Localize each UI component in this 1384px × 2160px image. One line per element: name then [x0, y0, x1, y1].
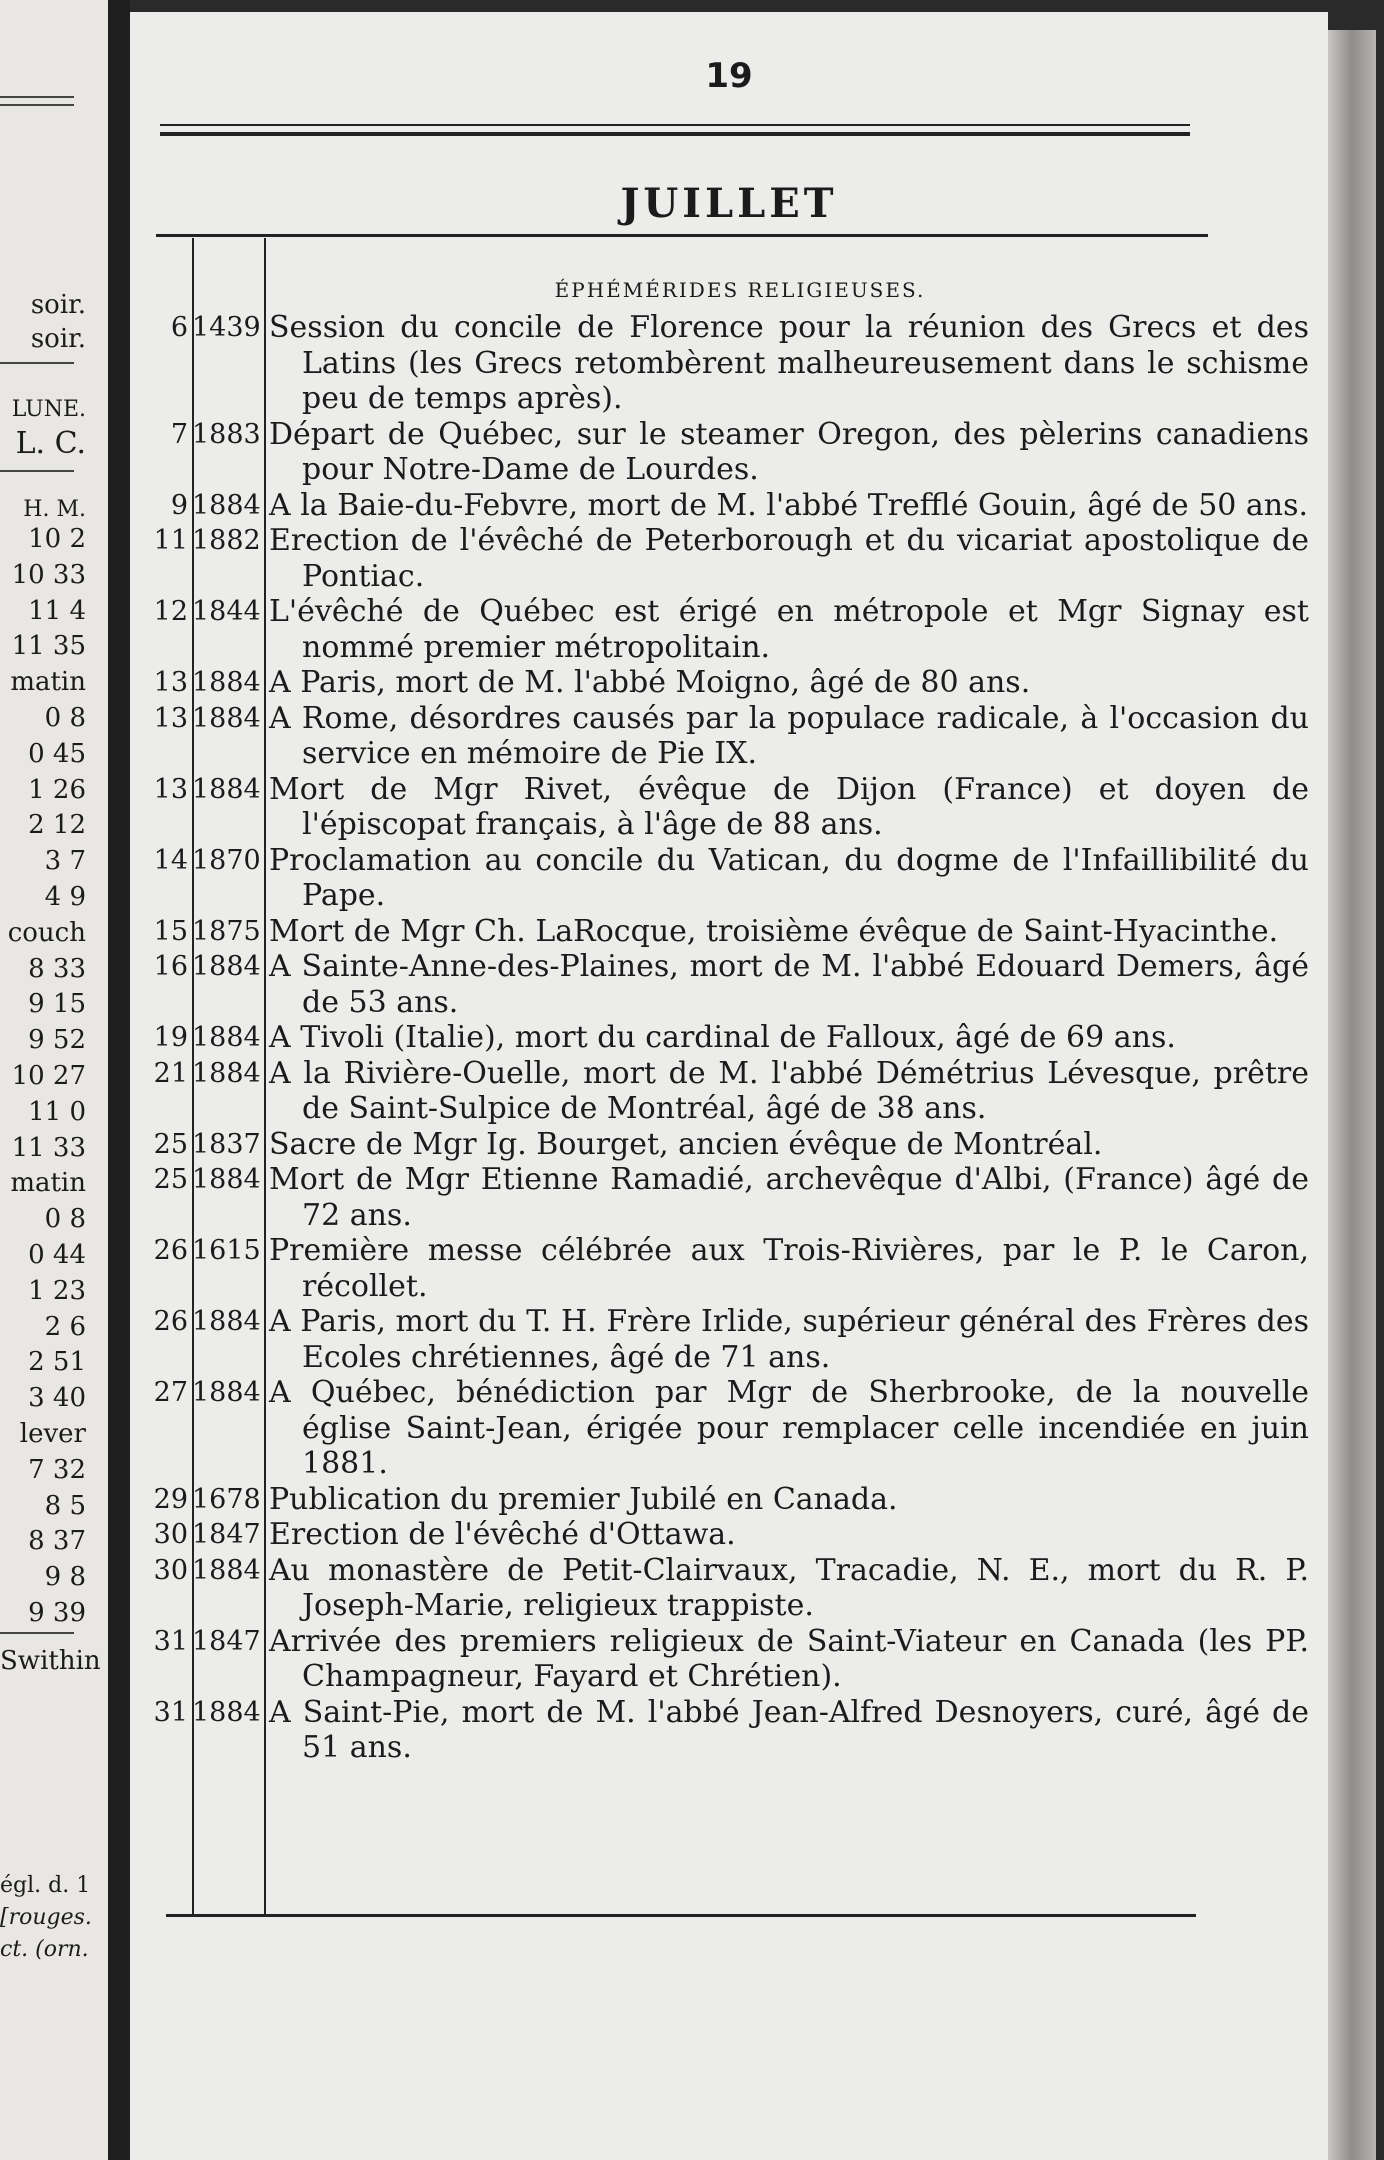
- entry-day: 6: [170, 312, 188, 343]
- moon-time: 9 52: [28, 1025, 86, 1056]
- ephemeris-entry: [130, 1304, 1328, 1375]
- ephemeris-entry: [130, 1482, 1328, 1518]
- moon-time: 10 2: [28, 524, 86, 554]
- moon-time: 8 33: [28, 953, 86, 984]
- entry-day: 30: [153, 1519, 188, 1550]
- entry-text: Départ de Québec, sur le steamer Oregon, des pèlerins canadiens pour Notre-Dame de Lourdes.: [269, 416, 1309, 487]
- entry-year: 1847: [192, 1625, 261, 1657]
- ephemeris-entry: [130, 843, 1328, 914]
- ephemeris-entry: [130, 1553, 1328, 1624]
- entry-text: A Québec, bénédiction par Mgr de Sherbrooke, de la nouvelle église Saint-Jean, érigée pour remplacer celle incendiée en juin 1881.: [269, 1375, 1309, 1481]
- month-title: JUILLET: [620, 180, 838, 227]
- left-footer-word: Swithin: [0, 1646, 101, 1676]
- entry-year: 1884: [192, 1306, 261, 1337]
- section-rule: [156, 234, 1208, 237]
- left-note: égl. d. 1: [0, 1873, 91, 1898]
- book-gutter: [108, 0, 130, 2160]
- moon-time: 7 32: [28, 1454, 86, 1485]
- left-header-line: soir.: [30, 290, 86, 320]
- entry-day: 30: [153, 1554, 188, 1586]
- entry-year: 1884: [192, 1164, 261, 1195]
- entry-text: A Sainte-Anne-des-Plaines, mort de M. l'abbé Edouard Demers, âgé de 53 ans.: [269, 949, 1309, 1020]
- left-rule: [0, 104, 74, 106]
- ephemeris-entry: [130, 914, 1328, 950]
- ephemeris-entry: [130, 665, 1328, 701]
- ephemeris-entry: [130, 1056, 1328, 1127]
- entry-year: 1884: [192, 951, 261, 982]
- left-rule: [0, 470, 74, 472]
- ephemeris-entry: [130, 488, 1328, 524]
- entry-day: 31: [153, 1625, 188, 1657]
- entry-year: 1847: [192, 1519, 261, 1550]
- entry-text: A Tivoli (Italie), mort du cardinal de Falloux, âgé de 69 ans.: [269, 1020, 1176, 1055]
- entry-day: 7: [170, 418, 188, 450]
- time-column-header: H. M.: [23, 497, 86, 522]
- ephemeris-entry: [130, 417, 1328, 488]
- entry-day: 9: [170, 489, 188, 521]
- entry-day: 14: [153, 844, 188, 876]
- ephemeris-entry: [130, 1624, 1328, 1695]
- moon-time: 0 8: [44, 703, 86, 733]
- entry-text: A la Baie-du-Febvre, mort de M. l'abbé Trefflé Gouin, âgé de 50 ans.: [269, 487, 1309, 523]
- entry-year: 1870: [192, 844, 261, 876]
- left-note: ct. (orn.: [0, 1937, 89, 1962]
- entry-day: 15: [153, 915, 188, 947]
- moon-time: 11 4: [28, 595, 86, 626]
- entry-day: 21: [153, 1057, 188, 1089]
- entry-day: 11: [153, 525, 188, 556]
- section-title: ÉPHÉMÉRIDES RELIGIEUSES.: [554, 278, 926, 302]
- ephemeris-entry: [130, 1233, 1328, 1304]
- left-header-line: soir.: [30, 324, 86, 354]
- moon-time: 2 51: [28, 1347, 86, 1378]
- moon-time: 8 37: [28, 1526, 86, 1557]
- moon-time: lever: [19, 1419, 86, 1449]
- moon-time: 8 5: [44, 1490, 86, 1521]
- entry-text: Erection de l'évêché de Peterborough et du vicariat apostolique de Pontiac.: [269, 523, 1309, 594]
- entry-text: Arrivée des premiers religieux de Saint-Viateur en Canada (les PP. Champagneur, Fayard et Chrétien).: [269, 1623, 1309, 1694]
- ephemeris-entry: [130, 1695, 1328, 1766]
- entry-year: 1884: [192, 773, 261, 805]
- entry-day: 16: [153, 951, 188, 982]
- entry-day: 25: [153, 1128, 188, 1160]
- entry-year: 1883: [192, 418, 261, 450]
- moon-time: couch: [7, 917, 86, 948]
- moon-time: 11 33: [11, 1132, 86, 1163]
- entry-year: 1884: [192, 1022, 261, 1053]
- moon-header: LUNE.: [11, 397, 86, 422]
- top-rule: [160, 124, 1190, 126]
- ephemeris-entry: [130, 1020, 1328, 1056]
- left-note: [rouges.: [0, 1905, 92, 1930]
- entry-day: 31: [153, 1696, 188, 1728]
- ephemeris-entry: [130, 772, 1328, 843]
- top-rule: [160, 132, 1190, 136]
- entry-text: Mort de Mgr Ch. LaRocque, troisième évêque de Saint-Hyacinthe.: [269, 913, 1279, 949]
- left-rule: [0, 1632, 74, 1634]
- left-rule: [0, 96, 74, 98]
- moon-subheader: L. C.: [15, 426, 86, 461]
- ephemeris-entry: [130, 1127, 1328, 1163]
- moon-time: 4 9: [44, 882, 86, 912]
- moon-time: 0 44: [28, 1240, 86, 1270]
- entry-text: Première messe célébrée aux Trois-Rivières, par le P. le Caron, récollet.: [269, 1233, 1309, 1304]
- entry-year: 1882: [192, 525, 261, 556]
- entry-day: 25: [153, 1164, 188, 1195]
- entry-text: A Saint-Pie, mort de M. l'abbé Jean-Alfred Desnoyers, curé, âgé de 51 ans.: [269, 1694, 1309, 1765]
- entry-text: A la Rivière-Ouelle, mort de M. l'abbé Démétrius Lévesque, prêtre de Saint-Sulpice de Montréal, âgé de 38 ans.: [269, 1055, 1309, 1126]
- entry-day: 19: [153, 1022, 188, 1053]
- entry-year: 1439: [192, 312, 261, 343]
- ephemeris-entry: [130, 1162, 1328, 1233]
- page-edge: [1328, 30, 1376, 2160]
- ephemeris-entry: [130, 949, 1328, 1020]
- moon-time: 9 39: [28, 1598, 86, 1628]
- entry-day: 13: [153, 702, 188, 734]
- moon-time: 1 23: [28, 1275, 86, 1306]
- ephemeris-entry: [130, 523, 1328, 594]
- moon-time: matin: [10, 1168, 86, 1199]
- entry-day: 13: [153, 667, 188, 698]
- entry-text: Au monastère de Petit-Clairvaux, Tracadie, N. E., mort du R. P. Joseph-Marie, religieux trappiste.: [269, 1552, 1309, 1623]
- moon-time: 0 8: [44, 1204, 86, 1235]
- page-number: 19: [705, 56, 753, 96]
- entry-text: Proclamation au concile du Vatican, du dogme de l'Infaillibilité du Pape.: [269, 842, 1309, 913]
- ephemeris-entry: [130, 1375, 1328, 1482]
- entry-year: 1615: [192, 1235, 261, 1266]
- moon-time: 10 27: [11, 1061, 86, 1091]
- entry-year: 1884: [192, 667, 261, 698]
- moon-time: 2 12: [28, 810, 86, 841]
- entry-text: A Rome, désordres causés par la populace radicale, à l'occasion du service en mémoire de Pie IX.: [269, 700, 1309, 771]
- entry-text: Publication du premier Jubilé en Canada.: [269, 1481, 898, 1517]
- entry-year: 1875: [192, 915, 261, 947]
- moon-time: 9 8: [44, 1562, 86, 1593]
- entry-day: 26: [153, 1235, 188, 1266]
- ephemeris-entry: [130, 594, 1328, 665]
- entry-year: 1884: [192, 1554, 261, 1586]
- left-rule: [0, 362, 74, 364]
- main-page: [130, 12, 1328, 2160]
- entry-day: 29: [153, 1483, 188, 1515]
- entry-day: 12: [153, 596, 188, 627]
- entry-text: A Paris, mort du T. H. Frère Irlide, supérieur général des Frères des Ecoles chrétiennes, âgé de 71 ans.: [269, 1304, 1309, 1375]
- entry-year: 1884: [192, 1696, 261, 1728]
- entry-day: 13: [153, 773, 188, 805]
- entry-year: 1884: [192, 702, 261, 734]
- moon-time: 11 35: [11, 631, 86, 662]
- entry-text: Session du concile de Florence pour la réunion des Grecs et des Latins (les Grecs retombèrent malheureusement dans le schisme peu de temps après).: [269, 310, 1309, 416]
- entry-year: 1884: [192, 489, 261, 521]
- moon-time: 3 40: [28, 1383, 86, 1414]
- moon-time: 2 6: [44, 1311, 86, 1342]
- entry-day: 26: [153, 1306, 188, 1337]
- ephemeris-entry: [130, 310, 1328, 417]
- ephemeris-entry: [130, 1517, 1328, 1553]
- entry-year: 1678: [192, 1483, 261, 1515]
- moon-time: 3 7: [44, 846, 86, 877]
- entry-year: 1884: [192, 1057, 261, 1089]
- entry-text: A Paris, mort de M. l'abbé Moigno, âgé de 80 ans.: [269, 665, 1031, 700]
- entry-year: 1844: [192, 596, 261, 627]
- entry-text: Erection de l'évêché d'Ottawa.: [269, 1517, 736, 1552]
- moon-time: 0 45: [28, 738, 86, 769]
- bottom-rule: [166, 1914, 1196, 1917]
- entry-day: 27: [153, 1377, 188, 1408]
- entry-text: Sacre de Mgr Ig. Bourget, ancien évêque de Montréal.: [269, 1126, 1103, 1162]
- left-page-fragment: [0, 0, 108, 2160]
- moon-time: matin: [10, 667, 86, 698]
- entry-text: L'évêché de Québec est érigé en métropole et Mgr Signay est nommé premier métropolitain.: [269, 594, 1309, 665]
- entry-text: Mort de Mgr Etienne Ramadié, archevêque d'Albi, (France) âgé de 72 ans.: [269, 1162, 1309, 1233]
- ephemeris-entry: [130, 701, 1328, 772]
- moon-time: 9 15: [28, 989, 86, 1020]
- entry-text: Mort de Mgr Rivet, évêque de Dijon (France) et doyen de l'épiscopat français, à l'âge de 88 ans.: [269, 771, 1309, 842]
- ephemerides-list: [130, 310, 1328, 1766]
- entry-year: 1837: [192, 1128, 261, 1160]
- moon-time: 10 33: [11, 559, 86, 590]
- entry-year: 1884: [192, 1377, 261, 1408]
- moon-time: 11 0: [28, 1096, 86, 1127]
- moon-time: 1 26: [28, 774, 86, 805]
